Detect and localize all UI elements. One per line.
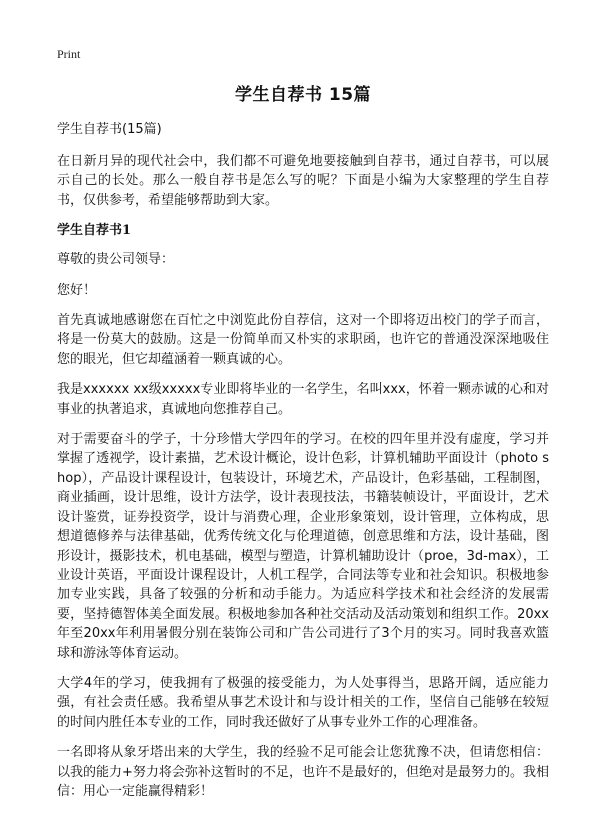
- body-paragraph: 大学4年的学习，使我拥有了极强的接受能力，为人处事得当，思路开阔，适应能力强，有社会责任感。我希望从事艺术设计和与设计相关的工作，坚信自己能够在较短的时间内胜任本专业的工作，同时我还做好了从事专业外工作的心理准备。: [57, 675, 549, 730]
- section-heading: 学生自荐书1: [57, 223, 132, 239]
- greeting: 您好！: [57, 282, 97, 298]
- salutation: 尊敬的贵公司领导：: [57, 252, 175, 268]
- document-title: 学生自荐书 15篇: [234, 85, 372, 105]
- body-paragraph: 对于需要奋斗的学子，十分珍惜大学四年的学习。在校的四年里并没有虚度，学习并掌握了透视学，设计素描，艺术设计概论，设计色彩，计算机辅助平面设计（photo shop），产品设计课程设计，包装设计，环境艺术，产品设计，色彩基础，工程制图，商业插画，设计思维，设计方法学，设计表现技法，书籍装帧设计，平面设计，艺术设计鉴赏，证券投资学，设计与消费心理，企业形象策划，设计管理，立体构成，思想道德修养与法律基础，优秀传统文化与伦理道德，创意思维和方法，设计基础，图形设计，摄影技术，机电基础，模型与塑造，计算机辅助设计（proe，3d-max），工业设计英语，平面设计课程设计，人机工程学，合同法等专业和社会知识。积极地参加专业实践，具备了较强的分析和动手能力。为适应科学技术和社会经济的发展需要，坚持德智体美全面发展。积极地参加各种社交活动及活动策划和组织工作。20xx年至20xx年利用暑假分别在装饰公司和广告公司进行了3个月的实习。同时我喜欢篮球和游泳等体育运动。: [57, 432, 549, 661]
- document-body: [57, 120, 549, 812]
- print-link[interactable]: Print: [57, 47, 81, 61]
- body-paragraph: 首先真诚地感谢您在百忙之中浏览此份自荐信，这对一个即将迈出校门的学子而言，将是一份莫大的鼓励。这是一份简单而又朴实的求职函，也许它的普通没深深地吸住您的眼光，但它却蕴涵着一颗真诚的心。: [57, 313, 549, 367]
- body-paragraph: 一名即将从象牙塔出来的大学生，我的经验不足可能会让您犹豫不决，但请您相信：以我的能力+努力将会弥补这暂时的不足，也许不是最好的，但绝对是最努力的。我相信：用心一定能赢得精彩！: [57, 745, 549, 799]
- body-paragraph: 我是xxxxxx xx级xxxxx专业即将毕业的一名学生，名叫xxx，怀着一颗赤诚的心和对事业的执著追求，真诚地向您推荐自己。: [57, 382, 549, 417]
- intro-paragraph: 在日新月异的现代社会中，我们都不可避免地要接触到自荐书，通过自荐书，可以展示自己的长处。那么一般自荐书是怎么写的呢？下面是小编为大家整理的学生自荐书，仅供参考，希望能够帮助到大家。: [57, 154, 549, 208]
- document-subtitle: 学生自荐书(15篇): [57, 122, 162, 137]
